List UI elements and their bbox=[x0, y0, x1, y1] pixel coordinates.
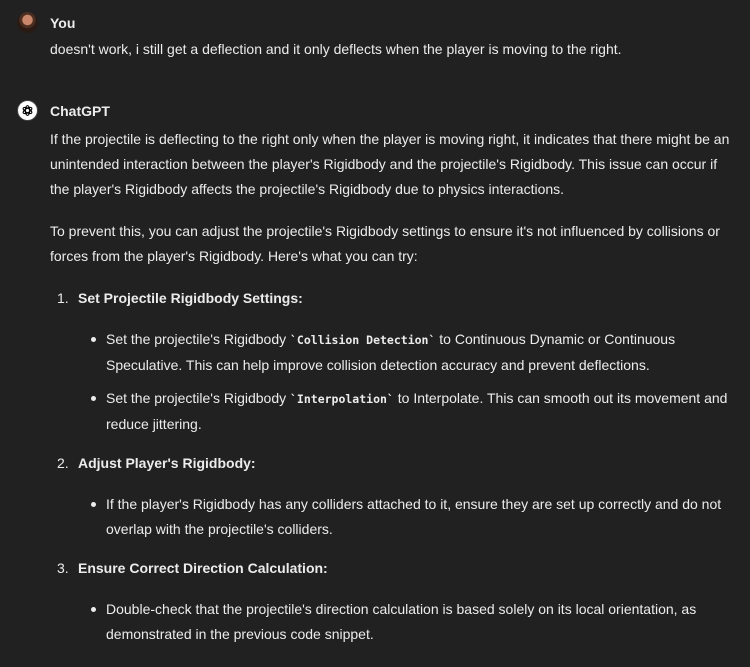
inline-code: `Interpolation` bbox=[290, 392, 394, 406]
user-avatar-icon bbox=[17, 12, 38, 33]
inline-code: `Collision Detection` bbox=[290, 333, 436, 347]
bullet-text: Double-check that the projectile's direction calculation is based solely on its local orientation, as demonstrated in the previous code snippet. bbox=[106, 601, 697, 642]
paragraph: To prevent this, you can adjust the projectile's Rigidbody settings to ensure it's not influenced by collisions or forces from the player's Rigidbody. Here's what you can try: bbox=[50, 223, 720, 264]
bullet-text: to Continuous Dynamic or Continuous Speculative. This can help improve collision detection accuracy and prevent deflections. bbox=[106, 331, 676, 373]
step-number: 2. bbox=[57, 455, 69, 471]
bullet-list bbox=[78, 327, 740, 437]
user-message-text: doesn't work, i still get a deflection and it only deflects when the player is moving to the right. bbox=[50, 41, 622, 57]
bullet-item bbox=[78, 597, 740, 647]
user-author-name: You bbox=[50, 15, 76, 31]
step-title: Ensure Correct Direction Calculation: bbox=[78, 560, 328, 576]
step-title: Adjust Player's Rigidbody: bbox=[78, 455, 256, 471]
step-number: 1. bbox=[57, 290, 69, 306]
openai-logo-icon bbox=[17, 100, 38, 121]
paragraph: If the projectile is deflecting to the right only when the player is moving right, it indicates that there might be an unintended interaction between the player's Rigidbody and the projectile's Rigidbody. This issue can occur if the player's Rigidbody affects the projectile's Rigidbody due to physics interactions. bbox=[50, 131, 730, 197]
bullet-item bbox=[78, 386, 740, 437]
assistant-message-body bbox=[50, 127, 740, 661]
step-title: Set Projectile Rigidbody Settings: bbox=[78, 290, 303, 306]
bullet-list bbox=[78, 492, 740, 542]
bullet-text: to Interpolate. This can smooth out its movement and reduce jittering. bbox=[106, 390, 728, 432]
step-number: 3. bbox=[57, 560, 69, 576]
openai-logo-svg bbox=[21, 104, 34, 117]
bullet-item bbox=[78, 327, 740, 378]
bullet-text: If the player's Rigidbody has any colliders attached to it, ensure they are set up correctly and do not overlap with the projectile's colliders. bbox=[106, 496, 722, 537]
bullet-text: Set the projectile's Rigidbody bbox=[106, 390, 290, 406]
assistant-author-name: ChatGPT bbox=[50, 103, 110, 119]
step-item bbox=[50, 556, 740, 647]
bullet-list bbox=[78, 597, 740, 647]
steps-list bbox=[50, 286, 740, 647]
bullet-item bbox=[78, 492, 740, 542]
step-item bbox=[50, 451, 740, 542]
step-item bbox=[50, 286, 740, 437]
bullet-text: Set the projectile's Rigidbody bbox=[106, 331, 290, 347]
